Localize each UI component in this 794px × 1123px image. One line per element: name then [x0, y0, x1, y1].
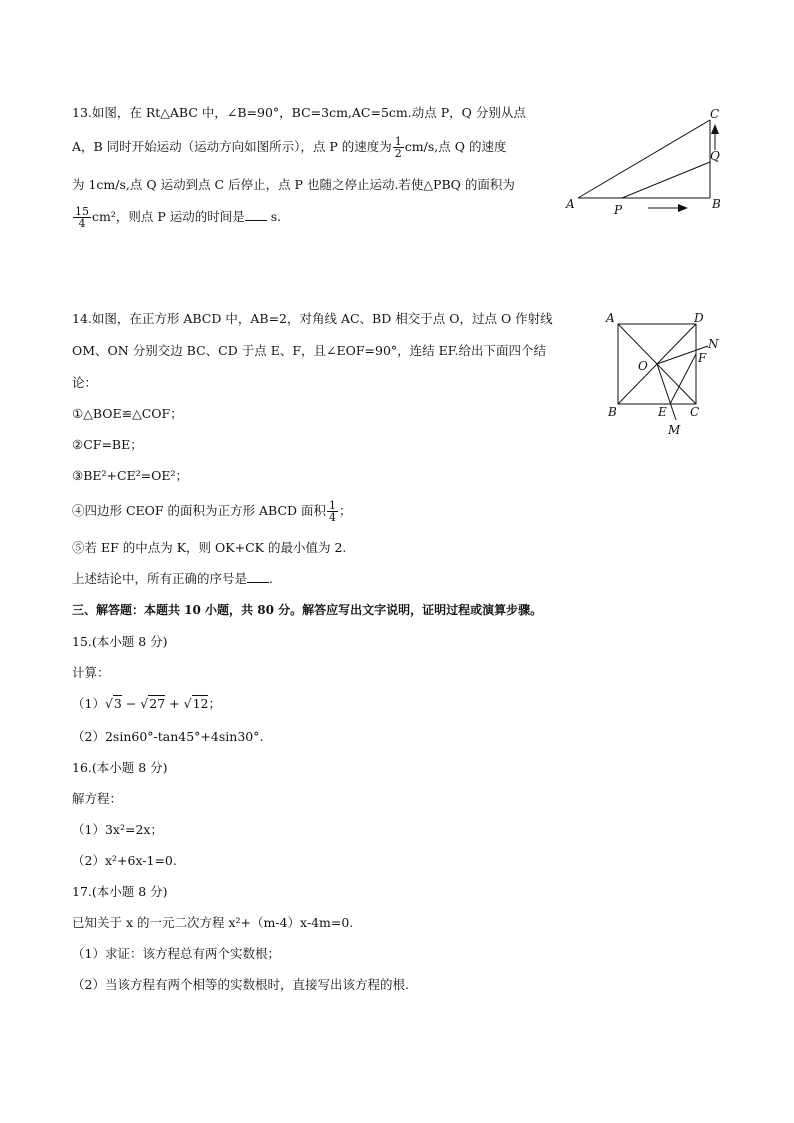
- q14-ask: [72, 570, 273, 588]
- q13-area-fraction: [73, 206, 91, 229]
- q14-square-figure: [600, 308, 730, 438]
- q14-c4-end: ；: [339, 503, 352, 518]
- q14-ask-end: .: [269, 571, 273, 586]
- q13-line4-text: cm²，则点 P 运动的时间是: [92, 209, 245, 224]
- q13-speed-fraction: [393, 136, 404, 159]
- q17-part2: （2）当该方程有两个相等的实数根时，直接写出该方程的根.: [72, 977, 409, 992]
- q16-part1: （1）3x²=2x；: [72, 822, 163, 837]
- section3-heading: 三、解答题：本题共 10 小题，共 80 分。解答应写出文字说明，证明过程或演算步骤。: [72, 603, 543, 617]
- q13-line2: [72, 136, 506, 159]
- q13-label-P: P: [614, 203, 623, 217]
- q15-sqrt-12: 12: [192, 696, 209, 711]
- q14-label-B: B: [608, 405, 617, 419]
- q14-frac-den: 4: [329, 511, 337, 524]
- q14-conclusion-2: ②CF=BE；: [72, 437, 143, 452]
- q15-intro: 计算：: [72, 665, 110, 680]
- q13-line4: [72, 206, 281, 229]
- q16-part2: （2）x²+6x-1=0.: [72, 853, 177, 868]
- q15-sqrt-3: 3: [113, 696, 122, 711]
- q17-heading: 17.(本小题 8 分): [72, 884, 168, 899]
- q17-intro: 已知关于 x 的一元二次方程 x²+（m-4）x-4m=0.: [72, 915, 354, 930]
- q13-label-C: C: [710, 107, 720, 121]
- q14-conclusion-4: [72, 500, 352, 523]
- q15-heading: 15.(本小题 8 分): [72, 634, 168, 649]
- q14-label-N: N: [708, 337, 719, 351]
- q13-area-num: 15: [75, 205, 89, 218]
- q14-line2: OM、ON 分别交边 BC、CD 于点 E、F，且∠EOF=90°，连结 EF.给出下面四个结: [72, 343, 546, 358]
- q14-conclusion-3: ③BE²+CE²=OE²；: [72, 468, 189, 483]
- q13-triangle-figure: [560, 100, 730, 220]
- q13-answer-blank[interactable]: [245, 208, 267, 221]
- q14-answer-blank[interactable]: [247, 570, 269, 583]
- q13-line2-text: A，B 同时开始运动（运动方向如图所示），点 P 的速度为: [72, 139, 392, 154]
- q14-label-O: O: [638, 359, 648, 373]
- q15-part1: （1）√3 − √27 + √12；: [72, 696, 221, 711]
- q14-frac-num: 1: [329, 499, 337, 512]
- q13-line3: 为 1cm/s,点 Q 运动到点 C 后停止，点 P 也随之停止运动.若使△PBQ 的面积为: [72, 177, 515, 192]
- q14-conclusion-1: ①△BOE≌△COF；: [72, 406, 183, 421]
- q14-label-D: D: [694, 311, 704, 325]
- q14-conclusion-5: ⑤若 EF 的中点为 K，则 OK+CK 的最小值为 2.: [72, 540, 347, 555]
- q13-line2-text-b: cm/s,点 Q 的速度: [404, 139, 507, 154]
- q14-line3: 论：: [72, 375, 98, 390]
- q14-line1: 14.如图，在正方形 ABCD 中，AB=2，对角线 AC、BD 相交于点 O，过点 O 作射线: [72, 311, 553, 326]
- q14-label-M: M: [668, 423, 681, 437]
- q13-line1: 13.如图，在 Rt△ABC 中，∠B=90°，BC=3cm,AC=5cm.动点 P，Q 分别从点: [72, 105, 526, 120]
- q14-c4-text: ④四边形 CEOF 的面积为正方形 ABCD 面积: [72, 503, 327, 518]
- q13-area-den: 4: [78, 217, 86, 230]
- q15-part2: （2）2sin60°-tan45°+4sin30°.: [72, 729, 264, 744]
- q17-part1: （1）求证：该方程总有两个实数根；: [72, 946, 280, 961]
- q16-heading: 16.(本小题 8 分): [72, 760, 168, 775]
- q14-ask-text: 上述结论中，所有正确的序号是: [72, 571, 248, 586]
- q13-frac-den: 2: [394, 147, 402, 160]
- q15-p1-label: （1）: [72, 696, 105, 711]
- q14-label-A: A: [606, 311, 615, 325]
- q13-label-B: B: [712, 197, 721, 211]
- q15-p1-end: ；: [208, 696, 221, 711]
- q13-line4-end: s.: [270, 209, 282, 224]
- q14-label-E: E: [658, 405, 667, 419]
- q15-sqrt-27: 27: [149, 696, 166, 711]
- q16-intro: 解方程：: [72, 791, 123, 806]
- q13-label-Q: Q: [710, 149, 720, 163]
- q14-quarter-fraction: [327, 500, 338, 523]
- q13-frac-num: 1: [394, 135, 402, 148]
- q14-label-C: C: [690, 405, 700, 419]
- q14-label-F: F: [698, 351, 707, 365]
- q13-label-A: A: [566, 197, 575, 211]
